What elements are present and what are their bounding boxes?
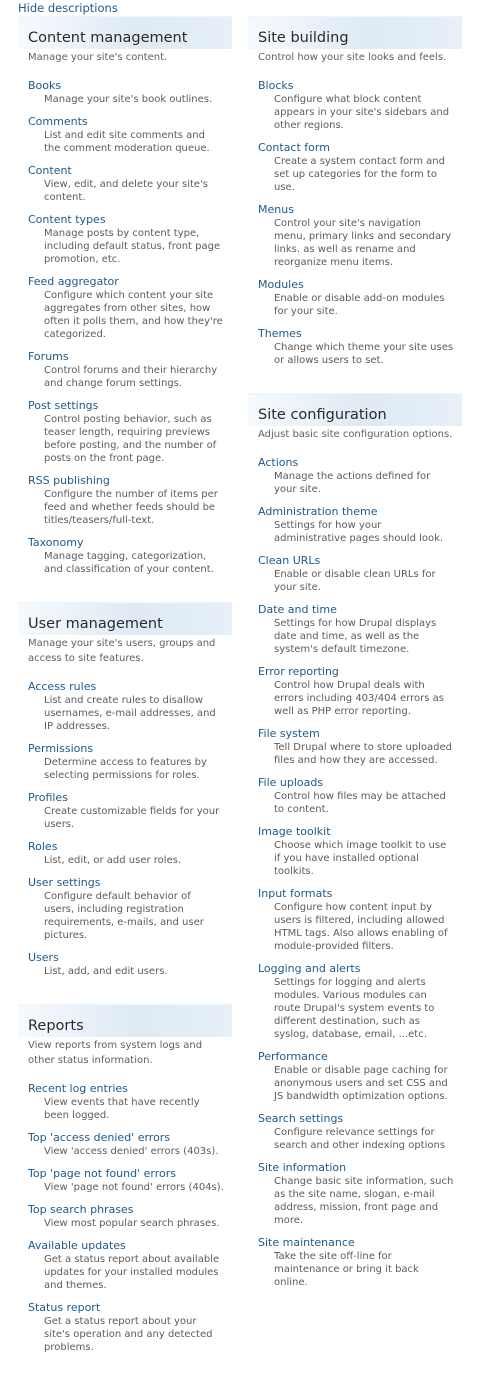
admin-item-description: Configure how content input by users is filtered, including allowed HTML tags. Also allows enabling of module-provided filters. bbox=[274, 902, 448, 952]
admin-item-description: Control posting behavior, such as teaser length, requiring previews before posting, and the number of posts on the front page. bbox=[44, 414, 217, 464]
admin-item bbox=[258, 825, 454, 839]
admin-link-comments[interactable]: Comments bbox=[28, 115, 88, 128]
block-title: User management bbox=[28, 616, 163, 632]
admin-link-contact-form[interactable]: Contact form bbox=[258, 141, 330, 154]
admin-link-modules[interactable]: Modules bbox=[258, 278, 304, 291]
admin-link-top-search-phrases[interactable]: Top search phrases bbox=[28, 1203, 134, 1216]
admin-link-content[interactable]: Content bbox=[28, 164, 72, 177]
admin-link-recent-log-entries[interactable]: Recent log entries bbox=[28, 1082, 128, 1095]
block-header bbox=[248, 393, 462, 426]
admin-link-access-denied-errors[interactable]: Top 'access denied' errors bbox=[28, 1131, 171, 1144]
block-item-list bbox=[18, 680, 232, 978]
admin-item bbox=[28, 275, 224, 289]
admin-item-description: Configure which content your site aggregates from other sites, how often it polls them, and how they're categorized. bbox=[44, 290, 223, 340]
admin-item bbox=[28, 536, 224, 550]
admin-item bbox=[258, 603, 454, 617]
admin-item-description: Tell Drupal where to store uploaded files and how they are accessed. bbox=[274, 742, 453, 766]
admin-item-description: Create a system contact form and set up categories for the form to use. bbox=[274, 156, 445, 193]
admin-link-user-settings[interactable]: User settings bbox=[28, 876, 101, 889]
admin-item bbox=[28, 115, 224, 129]
block-description: View reports from system logs and other status information. bbox=[28, 1040, 203, 1066]
admin-link-feed-aggregator[interactable]: Feed aggregator bbox=[28, 275, 119, 288]
admin-item-description: Control forums and their hierarchy and change forum settings. bbox=[44, 365, 218, 389]
admin-item bbox=[258, 1236, 454, 1250]
admin-item-description: Control how files may be attached to content. bbox=[274, 791, 446, 815]
admin-item-description: Manage posts by content type, including default status, front page promotion, etc. bbox=[44, 228, 221, 265]
admin-item bbox=[258, 278, 454, 292]
admin-link-performance[interactable]: Performance bbox=[258, 1050, 328, 1063]
admin-item-description: Manage tagging, categorization, and classification of your content. bbox=[44, 551, 214, 575]
admin-item-description: View 'access denied' errors (403s). bbox=[44, 1146, 219, 1157]
admin-item bbox=[258, 505, 454, 519]
admin-item-description: Get a status report about your site's operation and any detected problems. bbox=[44, 1316, 213, 1353]
admin-item bbox=[28, 876, 224, 890]
admin-link-access-rules[interactable]: Access rules bbox=[28, 680, 97, 693]
block-description: Manage your site's content. bbox=[28, 52, 168, 63]
admin-link-actions[interactable]: Actions bbox=[258, 456, 299, 469]
admin-item-description: View 'page not found' errors (404s). bbox=[44, 1182, 224, 1193]
admin-link-status-report[interactable]: Status report bbox=[28, 1301, 101, 1314]
block-title: Site building bbox=[258, 30, 349, 46]
block-header bbox=[248, 16, 462, 49]
admin-link-file-uploads[interactable]: File uploads bbox=[258, 776, 324, 789]
admin-item bbox=[258, 141, 454, 155]
admin-item bbox=[28, 951, 224, 965]
left-column bbox=[18, 16, 232, 1380]
admin-item-description: Configure the number of items per feed and whether feeds should be titles/teasers/full-text. bbox=[44, 489, 218, 526]
admin-item bbox=[28, 1203, 224, 1217]
admin-item-description: Manage the actions defined for your site. bbox=[274, 471, 431, 495]
admin-item bbox=[28, 742, 224, 756]
admin-link-site-information[interactable]: Site information bbox=[258, 1161, 347, 1174]
admin-item-description: Get a status report about available updates for your installed modules and themes. bbox=[44, 1254, 220, 1291]
admin-item-description: Control your site's navigation menu, primary links and secondary links. as well as rename and reorganize menu items. bbox=[274, 218, 452, 268]
block-description: Adjust basic site configuration options. bbox=[258, 429, 453, 440]
admin-item bbox=[28, 213, 224, 227]
admin-link-rss-publishing[interactable]: RSS publishing bbox=[28, 474, 110, 487]
admin-link-date-and-time[interactable]: Date and time bbox=[258, 603, 337, 616]
admin-link-taxonomy[interactable]: Taxonomy bbox=[28, 536, 84, 549]
block-description: Control how your site looks and feels. bbox=[258, 52, 447, 63]
admin-link-content-types[interactable]: Content types bbox=[28, 213, 106, 226]
admin-block bbox=[18, 16, 232, 576]
admin-item-description: View, edit, and delete your site's content. bbox=[44, 179, 209, 203]
admin-item bbox=[28, 79, 224, 93]
admin-item bbox=[28, 399, 224, 413]
admin-link-permissions[interactable]: Permissions bbox=[28, 742, 94, 755]
right-column bbox=[248, 16, 462, 1315]
admin-item bbox=[258, 79, 454, 93]
admin-item-description: List, add, and edit users. bbox=[44, 966, 168, 977]
admin-item bbox=[28, 1239, 224, 1253]
admin-link-site-maintenance[interactable]: Site maintenance bbox=[258, 1236, 355, 1249]
admin-item-description: List and edit site comments and the comment moderation queue. bbox=[44, 130, 210, 154]
admin-link-file-system[interactable]: File system bbox=[258, 727, 320, 740]
admin-link-available-updates[interactable]: Available updates bbox=[28, 1239, 126, 1252]
admin-item bbox=[28, 1167, 224, 1181]
admin-item bbox=[258, 776, 454, 790]
admin-item-description: Choose which image toolkit to use if you have installed optional toolkits. bbox=[274, 840, 447, 877]
admin-link-administration-theme[interactable]: Administration theme bbox=[258, 505, 378, 518]
block-description: Manage your site's users, groups and access to site features. bbox=[28, 638, 216, 664]
admin-item bbox=[258, 203, 454, 217]
admin-link-roles[interactable]: Roles bbox=[28, 840, 58, 853]
admin-link-profiles[interactable]: Profiles bbox=[28, 791, 68, 804]
block-item-list bbox=[248, 456, 462, 1289]
hide-descriptions-link[interactable]: Hide descriptions bbox=[18, 1, 118, 15]
admin-item-description: Configure default behavior of users, including registration requirements, e-mails, and user pictures. bbox=[44, 891, 204, 941]
admin-item-description: Settings for logging and alerts modules. Various modules can route Drupal's system events to different destination, such as syslog, database, email, ...etc. bbox=[274, 977, 435, 1040]
admin-link-blocks[interactable]: Blocks bbox=[258, 79, 294, 92]
admin-item-description: Change which theme your site uses or allows users to set. bbox=[274, 342, 454, 366]
admin-item bbox=[258, 665, 454, 679]
admin-item-description: Manage your site's book outlines. bbox=[44, 94, 213, 105]
admin-link-users[interactable]: Users bbox=[28, 951, 59, 964]
admin-block bbox=[18, 1004, 232, 1354]
admin-block bbox=[248, 16, 462, 367]
admin-item bbox=[28, 791, 224, 805]
admin-link-menus[interactable]: Menus bbox=[258, 203, 294, 216]
admin-item-description: Enable or disable add-on modules for your site. bbox=[274, 293, 445, 317]
admin-item-description: View events that have recently been logged. bbox=[44, 1097, 200, 1121]
admin-item-description: Settings for how your administrative pages should look. bbox=[274, 520, 444, 544]
block-item-list bbox=[18, 79, 232, 576]
admin-link-page-not-found-errors[interactable]: Top 'page not found' errors bbox=[28, 1167, 176, 1180]
admin-item bbox=[28, 164, 224, 178]
admin-item bbox=[28, 474, 224, 488]
admin-item bbox=[258, 727, 454, 741]
block-header bbox=[18, 1004, 232, 1037]
admin-link-clean-urls[interactable]: Clean URLs bbox=[258, 554, 321, 567]
admin-item bbox=[258, 1161, 454, 1175]
block-title: Site configuration bbox=[258, 407, 387, 423]
admin-item-description: Control how Drupal deals with errors including 403/404 errors as well as PHP error reporting. bbox=[274, 680, 444, 717]
admin-item bbox=[28, 840, 224, 854]
admin-block bbox=[18, 602, 232, 978]
admin-item-description: Create customizable fields for your users. bbox=[44, 806, 220, 830]
admin-item-description: Enable or disable clean URLs for your site. bbox=[274, 569, 436, 593]
admin-item-description: Change basic site information, such as the site name, slogan, e-mail address, mission, front page and more. bbox=[274, 1176, 454, 1226]
block-item-list bbox=[18, 1082, 232, 1354]
admin-item bbox=[258, 327, 454, 341]
admin-link-forums[interactable]: Forums bbox=[28, 350, 69, 363]
block-item-list bbox=[248, 79, 462, 367]
block-header bbox=[18, 602, 232, 635]
admin-item bbox=[28, 1301, 224, 1315]
admin-item-description: View most popular search phrases. bbox=[44, 1218, 220, 1229]
admin-item-description: List and create rules to disallow usernames, e-mail addresses, and IP addresses. bbox=[44, 695, 216, 732]
admin-item bbox=[258, 962, 454, 976]
admin-block bbox=[248, 393, 462, 1289]
admin-item bbox=[28, 1082, 224, 1096]
admin-item-description: Configure relevance settings for search and other indexing options bbox=[274, 1127, 446, 1151]
block-title: Reports bbox=[28, 1018, 84, 1034]
admin-item bbox=[28, 1131, 224, 1145]
admin-item-description: Configure what block content appears in your site's sidebars and other regions. bbox=[274, 94, 450, 131]
admin-item bbox=[258, 887, 454, 901]
admin-item-description: List, edit, or add user roles. bbox=[44, 855, 182, 866]
admin-item-description: Take the site off-line for maintenance or bring it back online. bbox=[274, 1251, 419, 1288]
admin-link-books[interactable]: Books bbox=[28, 79, 62, 92]
admin-item bbox=[258, 1112, 454, 1126]
admin-link-search-settings[interactable]: Search settings bbox=[258, 1112, 344, 1125]
admin-item bbox=[258, 1050, 454, 1064]
admin-item bbox=[258, 554, 454, 568]
block-header bbox=[18, 16, 232, 49]
admin-link-input-formats[interactable]: Input formats bbox=[258, 887, 333, 900]
admin-link-themes[interactable]: Themes bbox=[258, 327, 302, 340]
admin-item-description: Settings for how Drupal displays date and time, as well as the system's default timezone. bbox=[274, 618, 437, 655]
block-title: Content management bbox=[28, 30, 188, 46]
admin-item-description: Determine access to features by selecting permissions for roles. bbox=[44, 757, 207, 781]
admin-link-post-settings[interactable]: Post settings bbox=[28, 399, 99, 412]
admin-link-logging-and-alerts[interactable]: Logging and alerts bbox=[258, 962, 361, 975]
admin-link-error-reporting[interactable]: Error reporting bbox=[258, 665, 339, 678]
admin-item bbox=[28, 350, 224, 364]
admin-item bbox=[28, 680, 224, 694]
admin-link-image-toolkit[interactable]: Image toolkit bbox=[258, 825, 331, 838]
admin-item bbox=[258, 456, 454, 470]
admin-item-description: Enable or disable page caching for anonymous users and set CSS and JS bandwidth optimization options. bbox=[274, 1065, 448, 1102]
